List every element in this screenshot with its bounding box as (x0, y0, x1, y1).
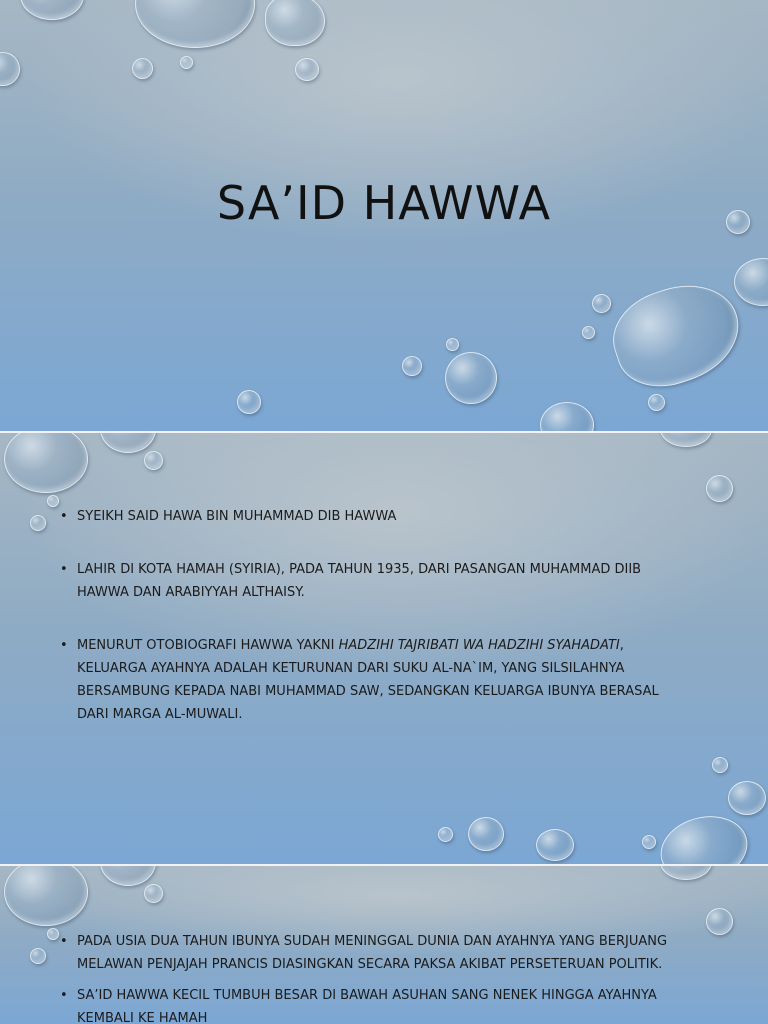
water-drop-decoration (648, 394, 665, 411)
bullet-item (60, 930, 680, 976)
water-drop-decoration (135, 0, 255, 48)
bullet-item (60, 634, 680, 726)
water-drop-decoration (602, 271, 752, 400)
slide-title: SA’ID HAWWA (216, 176, 552, 230)
bullet-list (60, 930, 680, 1024)
water-drop-decoration (180, 56, 193, 69)
water-drop-decoration (540, 402, 594, 431)
water-drop-decoration (100, 433, 156, 453)
water-drop-decoration (536, 829, 574, 861)
bullet-marker: • (60, 988, 68, 1003)
bullet-text: PADA USIA DUA TAHUN IBUNYA SUDAH MENINGGAL DUNIA DAN AYAHNYA YANG BERJUANG MELAWAN PENJAJAH PRANCIS DIASINGKAN SECARA PAKSA AKIBAT PERSETERUAN POLITIK. (77, 934, 668, 972)
bullet-text-prefix: MENURUT OTOBIOGRAFI HAWWA YAKNI (77, 638, 339, 653)
water-drop-decoration (592, 294, 611, 313)
water-drop-decoration (4, 433, 88, 493)
bullet-marker: • (60, 509, 68, 524)
water-drop-decoration (712, 757, 728, 773)
water-drop-decoration (706, 475, 733, 502)
water-drop-decoration (734, 258, 768, 306)
bullet-marker: • (60, 562, 68, 577)
title-slide (0, 0, 768, 431)
bullet-text-suffix: , KELUARGA AYAHNYA ADALAH KETURUNAN DARI SUKU AL-NA`IM, YANG SILSILAHNYA BERSAMBUNG KEPADA NABI MUHAMMAD SAW, SEDANGKAN KELUARGA IBUNYA BERASAL DARI MARGA AL-MUWALI. (77, 638, 659, 722)
content-slide-2 (0, 866, 768, 1024)
water-drop-decoration (468, 817, 504, 851)
water-drop-decoration (144, 451, 163, 470)
water-drop-decoration (30, 948, 46, 964)
water-drop-decoration (132, 58, 153, 79)
water-drop-decoration (0, 52, 20, 86)
water-drop-decoration (295, 58, 319, 81)
water-drop-decoration (445, 352, 497, 404)
water-drop-decoration (642, 835, 656, 849)
content-slide-1 (0, 433, 768, 864)
book-title-italic: HADZIHI TAJRIBATI WA HADZIHI SYAHADATI (338, 638, 620, 653)
bullet-marker: • (60, 638, 68, 653)
water-drop-decoration (438, 827, 453, 842)
water-drop-decoration (265, 0, 325, 46)
water-drop-decoration (402, 356, 422, 376)
water-drop-decoration (144, 884, 163, 903)
water-drop-decoration (706, 908, 733, 935)
water-drop-decoration (237, 390, 261, 414)
water-drop-decoration (47, 928, 59, 940)
bullet-text: LAHIR DI KOTA HAMAH (SYIRIA), PADA TAHUN 1935, DARI PASANGAN MUHAMMAD DIIB HAWWA DAN ARABIYYAH ALTHAISY. (77, 562, 642, 600)
water-drop-decoration (4, 866, 88, 926)
water-drop-decoration (30, 515, 46, 531)
bullet-item (60, 984, 680, 1024)
water-drop-decoration (100, 866, 156, 886)
water-drop-decoration (20, 0, 84, 20)
water-drop-decoration (660, 866, 712, 880)
bullet-list (60, 505, 680, 756)
water-drop-decoration (446, 338, 459, 351)
water-drop-decoration (654, 807, 755, 864)
water-drop-decoration (728, 781, 766, 815)
bullet-item (60, 505, 680, 528)
bullet-item (60, 558, 680, 604)
water-drop-decoration (47, 495, 59, 507)
bullet-text: SYEIKH SAID HAWA BIN MUHAMMAD DIB HAWWA (77, 509, 397, 524)
water-drop-decoration (660, 433, 712, 447)
water-drop-decoration (582, 326, 595, 339)
bullet-text: SA’ID HAWWA KECIL TUMBUH BESAR DI BAWAH ASUHAN SANG NENEK HINGGA AYAHNYA KEMBALI KE HAMAH (77, 988, 657, 1024)
bullet-marker: • (60, 934, 68, 949)
